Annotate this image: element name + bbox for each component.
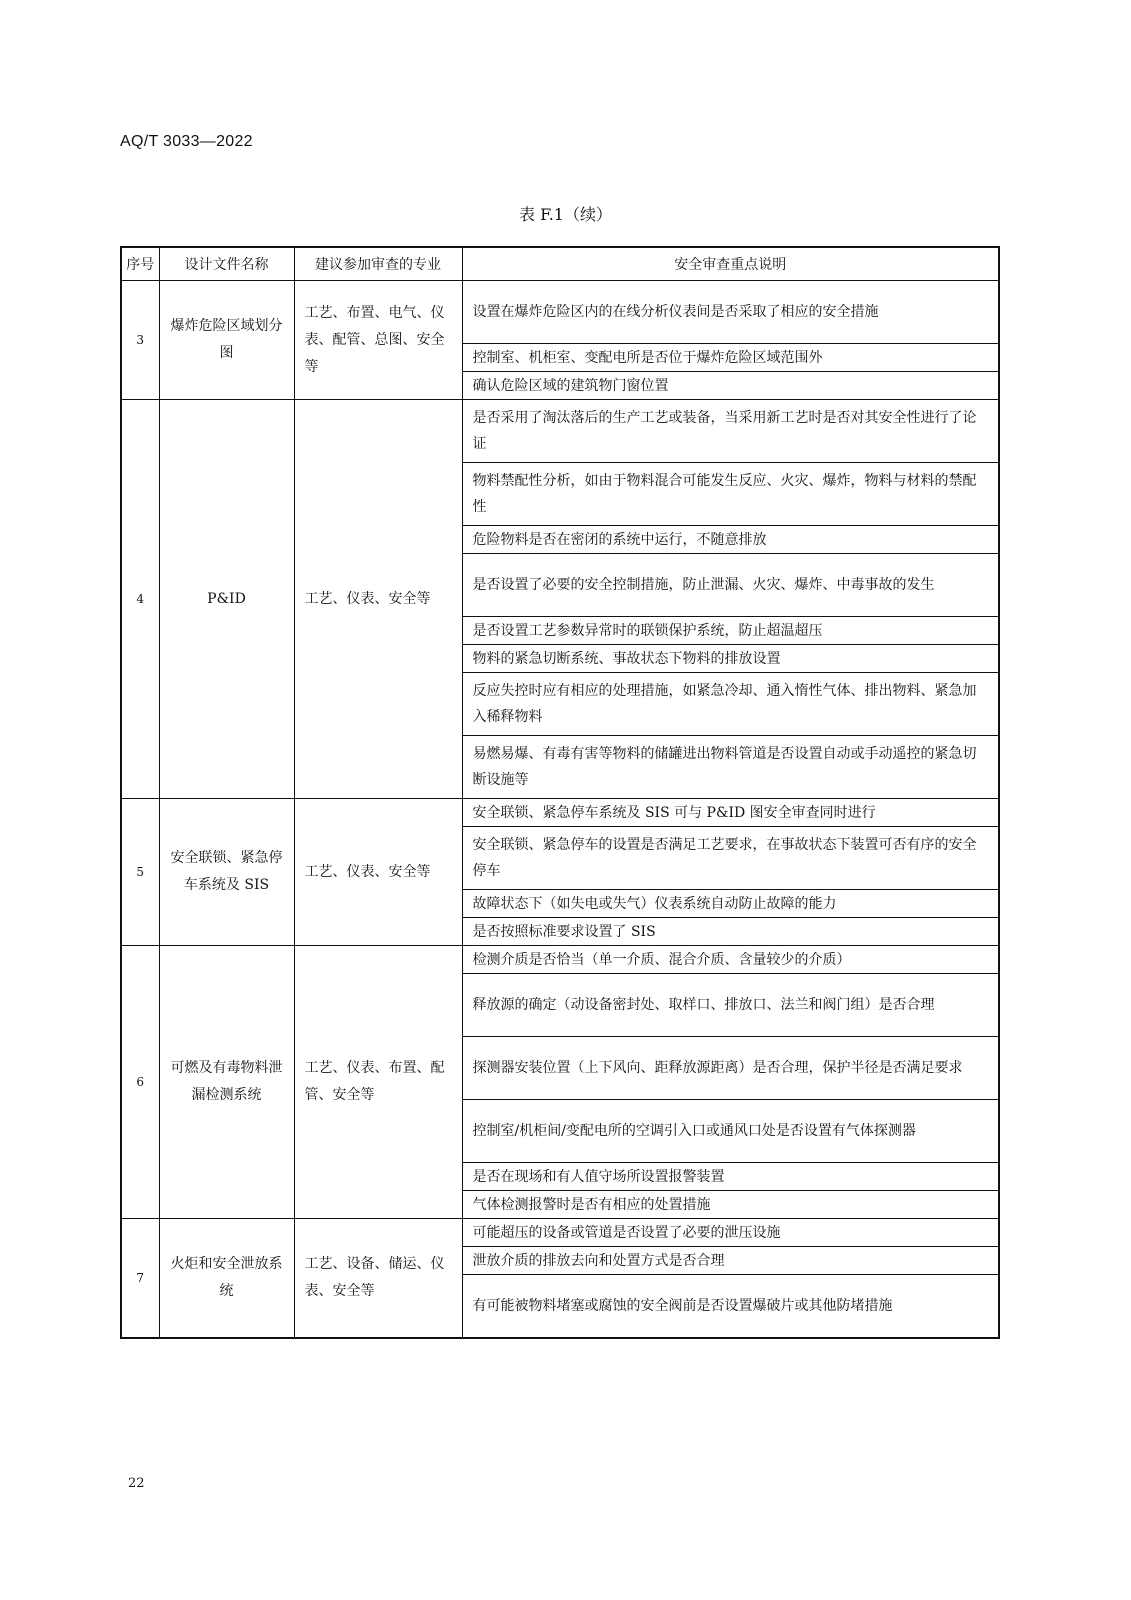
review-point: 释放源的确定（动设备密封处、取样口、排放口、法兰和阀门组）是否合理	[462, 974, 999, 1037]
row-number: 4	[121, 400, 159, 799]
row-number: 7	[121, 1219, 159, 1339]
review-point: 探测器安装位置（上下风向、距释放源距离）是否合理，保护半径是否满足要求	[462, 1037, 999, 1100]
design-doc-name: P&ID	[159, 400, 294, 799]
review-point: 设置在爆炸危险区内的在线分析仪表间是否采取了相应的安全措施	[462, 281, 999, 344]
review-point: 易燃易爆、有毒有害等物料的储罐进出物料管道是否设置自动或手动遥控的紧急切断设施等	[462, 736, 999, 799]
review-point: 安全联锁、紧急停车系统及 SIS 可与 P&ID 图安全审查同时进行	[462, 799, 999, 827]
table-row	[121, 1219, 999, 1247]
review-point: 可能超压的设备或管道是否设置了必要的泄压设施	[462, 1219, 999, 1247]
design-doc-name: 火炬和安全泄放系统	[159, 1219, 294, 1339]
table-caption: 表 F.1（续）	[519, 205, 612, 224]
table-row	[121, 281, 999, 344]
safety-review-table	[120, 246, 1000, 1339]
design-doc-name: 安全联锁、紧急停车系统及 SIS	[159, 799, 294, 946]
page-number: 22	[128, 1476, 145, 1491]
row-number: 5	[121, 799, 159, 946]
col-header-disciplines: 建议参加审查的专业	[294, 247, 462, 281]
review-point: 物料禁配性分析，如由于物料混合可能发生反应、火灾、爆炸，物料与材料的禁配性	[462, 463, 999, 526]
review-point: 危险物料是否在密闭的系统中运行，不随意排放	[462, 526, 999, 554]
disciplines: 工艺、仪表、安全等	[294, 400, 462, 799]
table-row	[121, 946, 999, 974]
review-point: 控制室、机柜室、变配电所是否位于爆炸危险区域范围外	[462, 344, 999, 372]
review-point: 气体检测报警时是否有相应的处置措施	[462, 1191, 999, 1219]
design-doc-name: 爆炸危险区域划分图	[159, 281, 294, 400]
review-point: 安全联锁、紧急停车的设置是否满足工艺要求，在事故状态下装置可否有序的安全停车	[462, 827, 999, 890]
review-point: 反应失控时应有相应的处理措施，如紧急冷却、通入惰性气体、排出物料、紧急加入稀释物料	[462, 673, 999, 736]
col-header-num: 序号	[121, 247, 159, 281]
design-doc-name: 可燃及有毒物料泄漏检测系统	[159, 946, 294, 1219]
review-point: 是否采用了淘汰落后的生产工艺或装备，当采用新工艺时是否对其安全性进行了论证	[462, 400, 999, 463]
disciplines: 工艺、设备、储运、仪表、安全等	[294, 1219, 462, 1339]
row-number: 3	[121, 281, 159, 400]
disciplines: 工艺、布置、电气、仪表、配管、总图、安全等	[294, 281, 462, 400]
review-point: 泄放介质的排放去向和处置方式是否合理	[462, 1247, 999, 1275]
review-point: 确认危险区域的建筑物门窗位置	[462, 372, 999, 400]
review-point: 物料的紧急切断系统、事故状态下物料的排放设置	[462, 645, 999, 673]
review-point: 是否设置了必要的安全控制措施，防止泄漏、火灾、爆炸、中毒事故的发生	[462, 554, 999, 617]
review-point: 是否设置工艺参数异常时的联锁保护系统，防止超温超压	[462, 617, 999, 645]
table-row	[121, 799, 999, 827]
review-point: 故障状态下（如失电或失气）仪表系统自动防止故障的能力	[462, 890, 999, 918]
disciplines: 工艺、仪表、布置、配管、安全等	[294, 946, 462, 1219]
document-code: AQ/T 3033—2022	[120, 133, 253, 150]
row-number: 6	[121, 946, 159, 1219]
table-row	[121, 400, 999, 463]
review-point: 是否按照标准要求设置了 SIS	[462, 918, 999, 946]
review-point: 有可能被物料堵塞或腐蚀的安全阀前是否设置爆破片或其他防堵措施	[462, 1275, 999, 1339]
col-header-review-points: 安全审查重点说明	[462, 247, 999, 281]
col-header-doc-name: 设计文件名称	[159, 247, 294, 281]
table-header-row	[121, 247, 999, 281]
review-point: 控制室/机柜间/变配电所的空调引入口或通风口处是否设置有气体探测器	[462, 1100, 999, 1163]
review-point: 是否在现场和有人值守场所设置报警装置	[462, 1163, 999, 1191]
review-point: 检测介质是否恰当（单一介质、混合介质、含量较少的介质）	[462, 946, 999, 974]
disciplines: 工艺、仪表、安全等	[294, 799, 462, 946]
